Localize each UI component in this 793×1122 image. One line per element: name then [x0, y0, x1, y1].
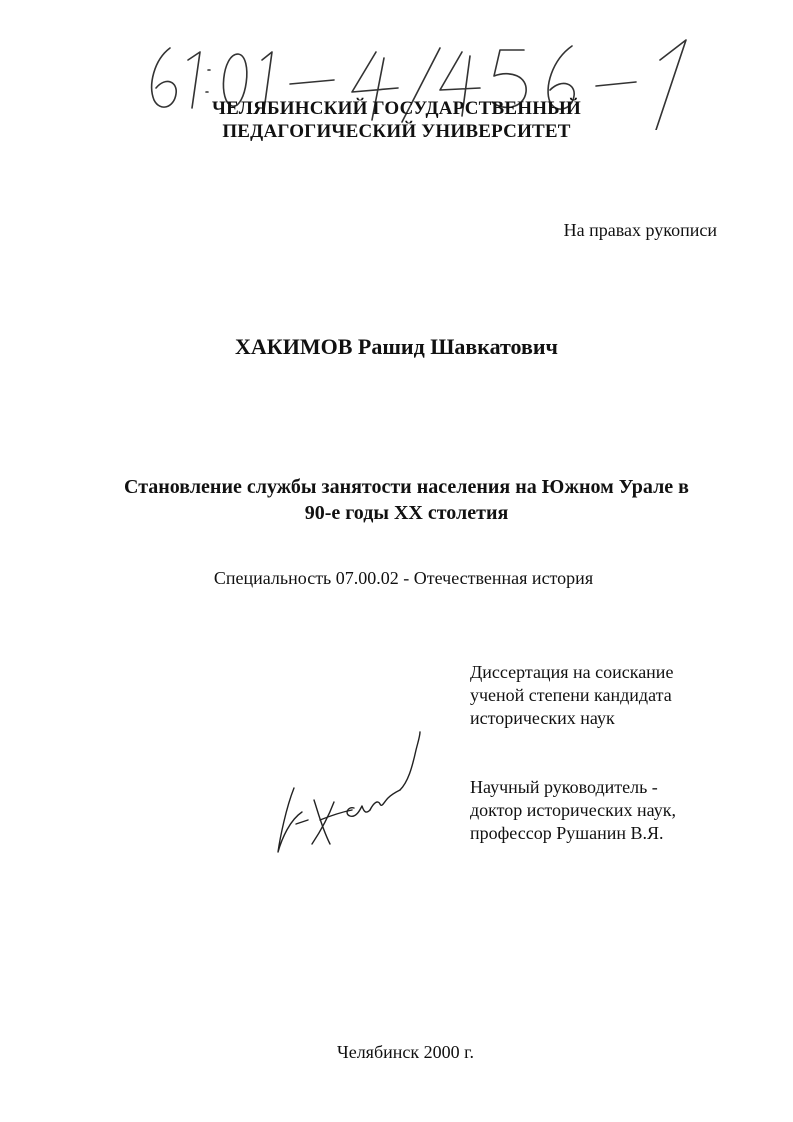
degree-line-2: ученой степени кандидата — [470, 685, 672, 705]
dissertation-title-line-1: Становление службы занятости населения на Южном Урале в — [124, 476, 689, 498]
scientific-advisor-block — [470, 776, 676, 845]
dissertation-title — [90, 474, 723, 526]
manuscript-rights-note: На правах рукописи — [563, 220, 717, 240]
advisor-line-3: профессор Рушанин В.Я. — [470, 823, 664, 843]
university-name — [0, 97, 793, 143]
specialty-line: Специальность 07.00.02 - Отечественная история — [213, 568, 594, 588]
handwritten-signature — [272, 728, 432, 858]
signature-scribble — [272, 728, 432, 858]
degree-line-1: Диссертация на соискание — [470, 662, 674, 682]
advisor-line-2: доктор исторических наук, — [470, 800, 676, 820]
university-name-line-1: ЧЕЛЯБИНСКИЙ ГОСУДАРСТВЕННЫЙ — [211, 98, 582, 119]
university-name-line-2: ПЕДАГОГИЧЕСКИЙ УНИВЕРСИТЕТ — [222, 121, 571, 142]
dissertation-title-line-2: 90-е годы XX столетия — [304, 502, 509, 524]
dissertation-degree-block — [470, 661, 673, 730]
advisor-line-1: Научный руководитель - — [470, 777, 658, 797]
city-and-year: Челябинск 2000 г. — [337, 1042, 474, 1062]
author-name: ХАКИМОВ Рашид Шавкатович — [235, 334, 558, 359]
degree-line-3: исторических наук — [470, 708, 615, 728]
